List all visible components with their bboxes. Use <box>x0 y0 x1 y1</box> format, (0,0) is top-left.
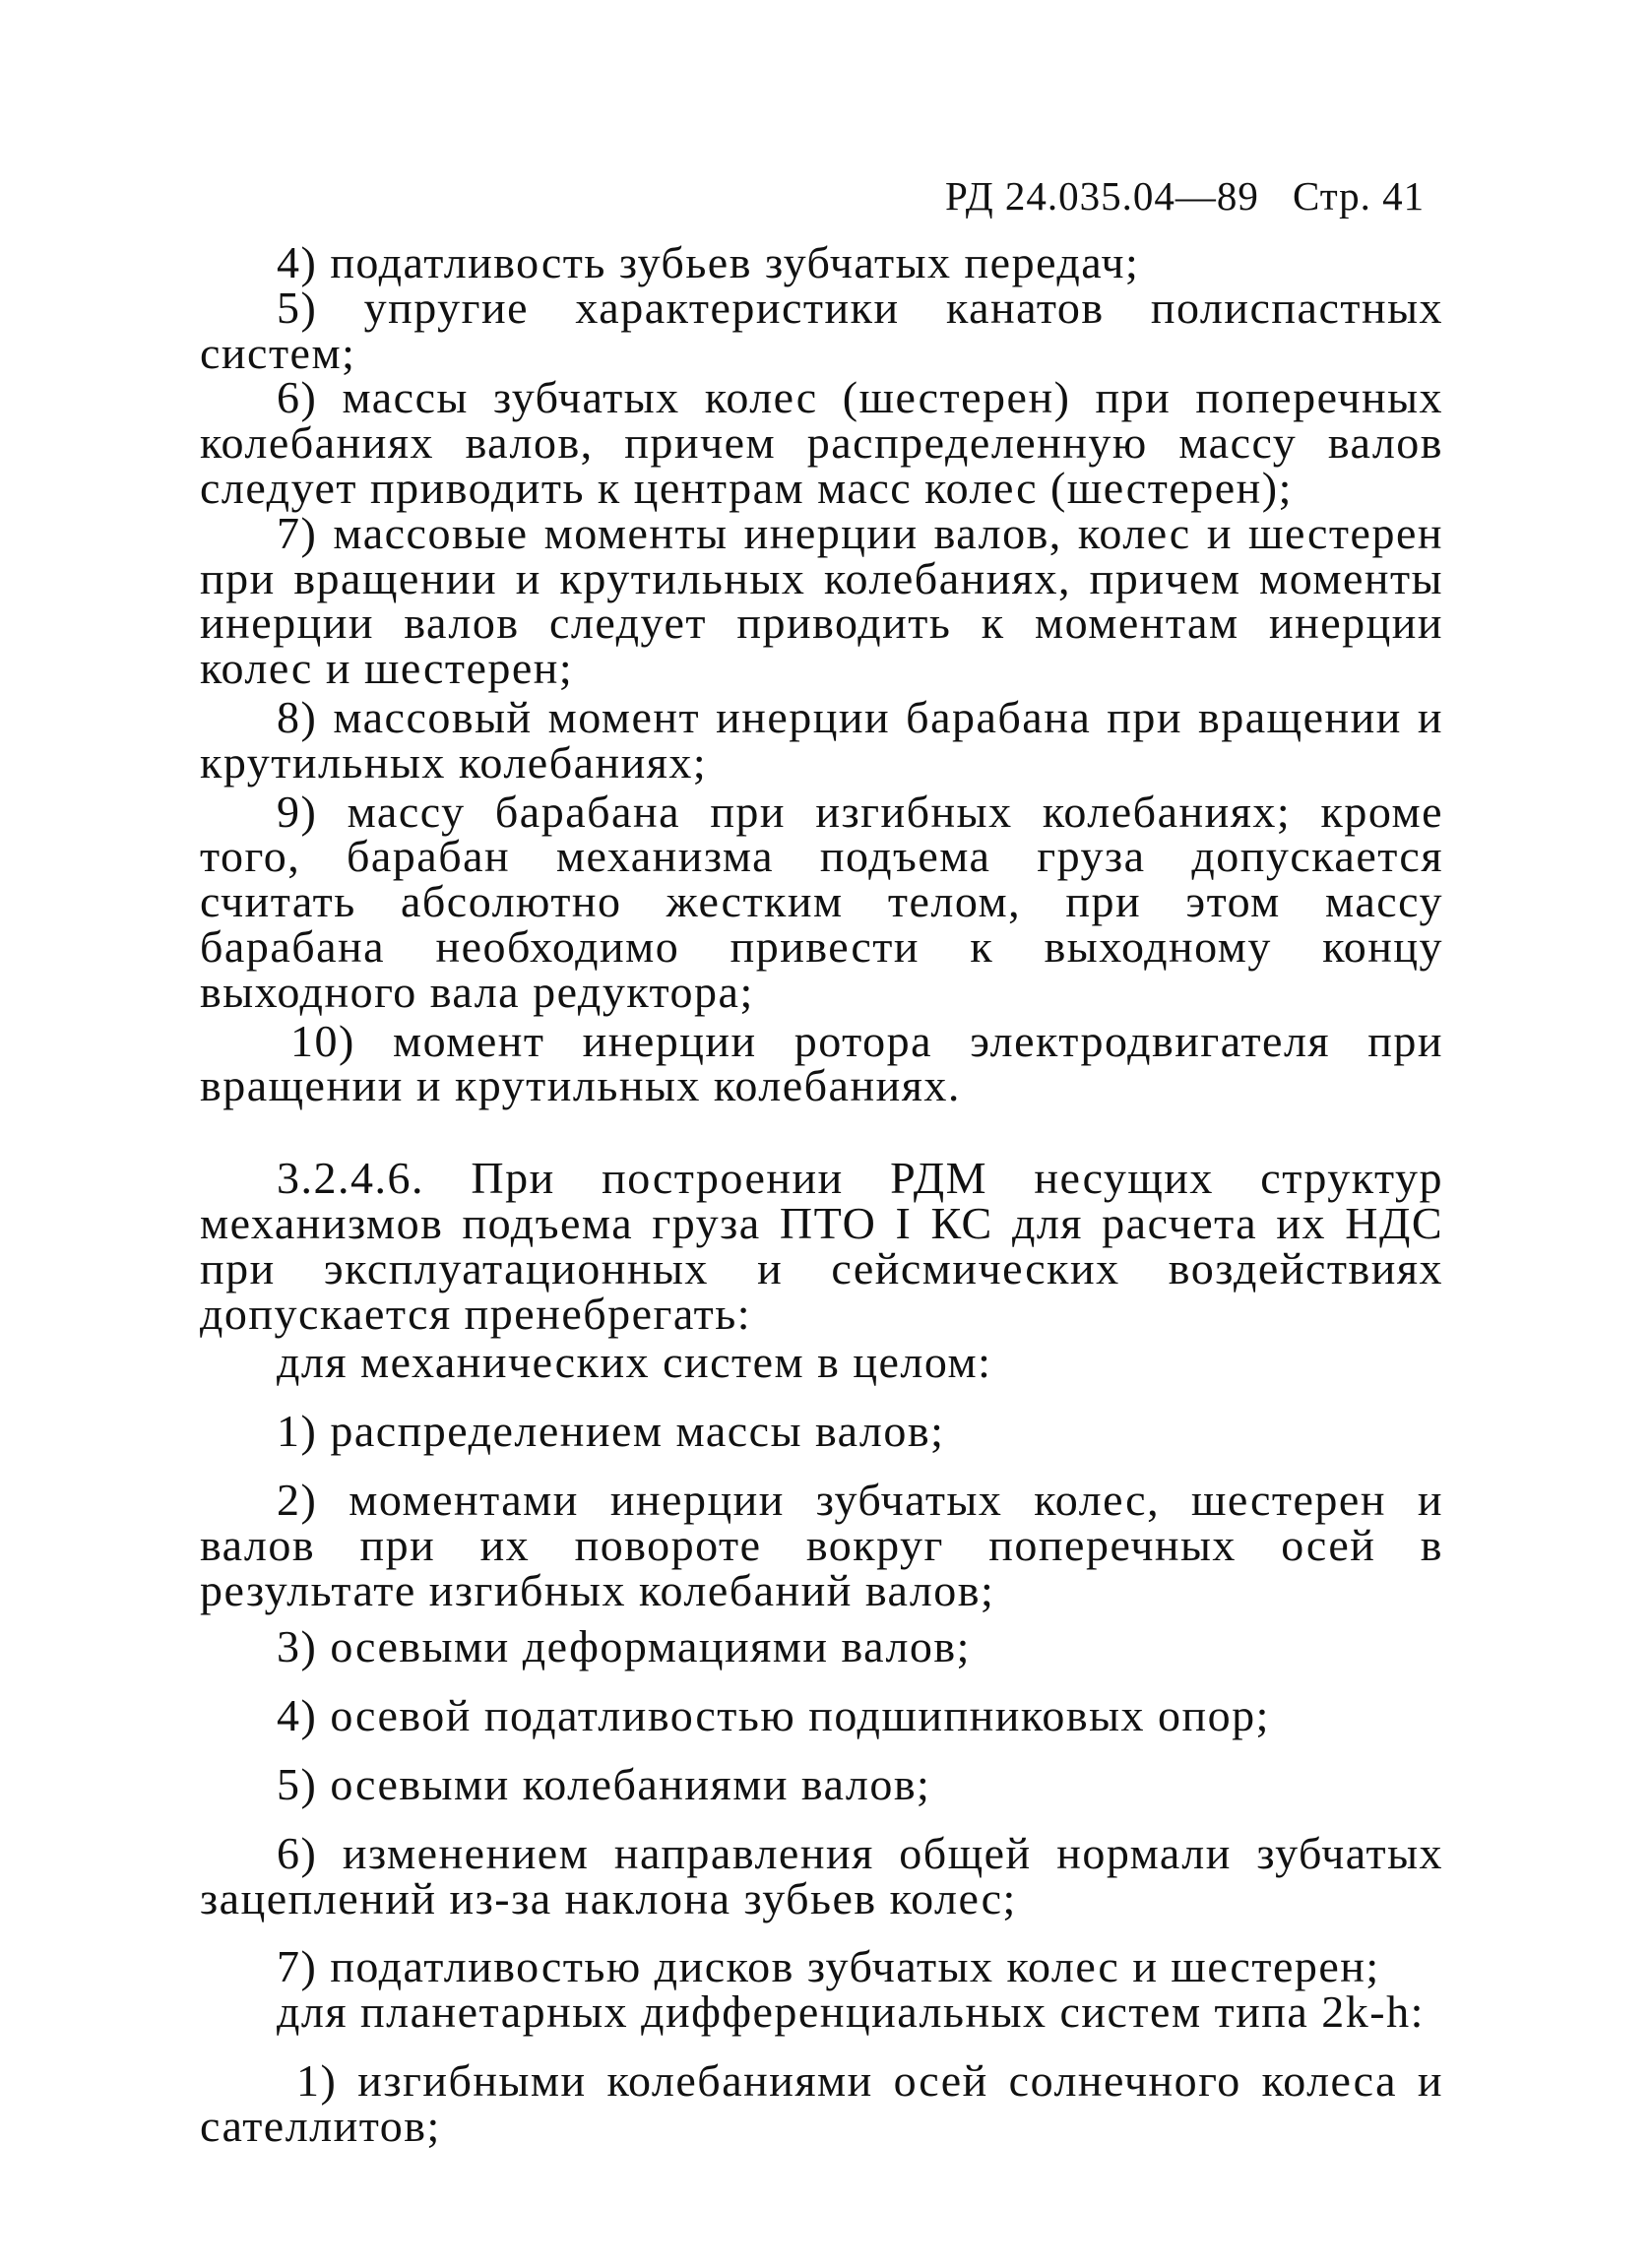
list-item: 10) момент инерции ротора электродвигателя при вращении и крутильных колебаниях. <box>200 1015 1443 1111</box>
list-item: 2) моментами инерции зубчатых колес, шестерен и валов при их повороте вокруг поперечных осей в результате изгибных колебаний валов; <box>200 1474 1443 1615</box>
subheading: для механических систем в целом: <box>277 1337 992 1388</box>
subheading: для планетарных дифференциальных систем типа 2k-h: <box>277 1986 1425 2038</box>
list-item: 5) упругие характеристики канатов полиспастных систем; <box>200 282 1443 378</box>
list-item: 3) осевыми деформациями валов; <box>277 1621 971 1672</box>
list-item: 7) массовые моменты инерции валов, колес и шестерен при вращении и крутильных колебаниях, причем моменты инерции валов следует приводить к моментам инерции колес и шестерен; <box>200 507 1443 694</box>
list-item: 4) податливость зубьев зубчатых передач; <box>277 237 1140 287</box>
list-item: 6) массы зубчатых колес (шестерен) при поперечных колебаниях валов, причем распределенную массу валов следует приводить к центрам масс колес (шестерен); <box>200 372 1443 513</box>
document-code: РД 24.035.04—89 <box>945 173 1259 219</box>
list-item: 1) распределением массы валов; <box>277 1406 945 1457</box>
list-item: 6) изменением направления общей нормали зубчатых зацеплений из-за наклона зубьев колес; <box>200 1827 1443 1923</box>
list-item: 9) массу барабана при изгибных колебаниях; кроме того, барабан механизма подъема груза допускается считать абсолютно жестким телом, при этом массу барабана необходимо привести к выходному концу выходного вала редуктора; <box>200 786 1443 1017</box>
section-paragraph: 3.2.4.6. При построении РДМ несущих структур механизмов подъема груза ПТО I КС для расчета их НДС при эксплуатационных и сейсмических воздействиях допускается пренебрегать: <box>200 1153 1443 1339</box>
document-body <box>200 237 1443 2151</box>
list-item: 4) осевой податливостью подшипниковых опор; <box>277 1690 1270 1741</box>
list-item: 8) массовый момент инерции барабана при вращении и крутильных колебаниях; <box>200 691 1443 788</box>
page-header <box>945 172 1425 220</box>
list-item: 1) изгибными колебаниями осей солнечного колеса и сателлитов; <box>200 2054 1443 2151</box>
page-number: Стр. 41 <box>1292 173 1426 219</box>
list-item: 5) осевыми колебаниями валов; <box>277 1758 931 1809</box>
list-item: 7) податливостью дисков зубчатых колес и шестерен; <box>277 1941 1380 1992</box>
